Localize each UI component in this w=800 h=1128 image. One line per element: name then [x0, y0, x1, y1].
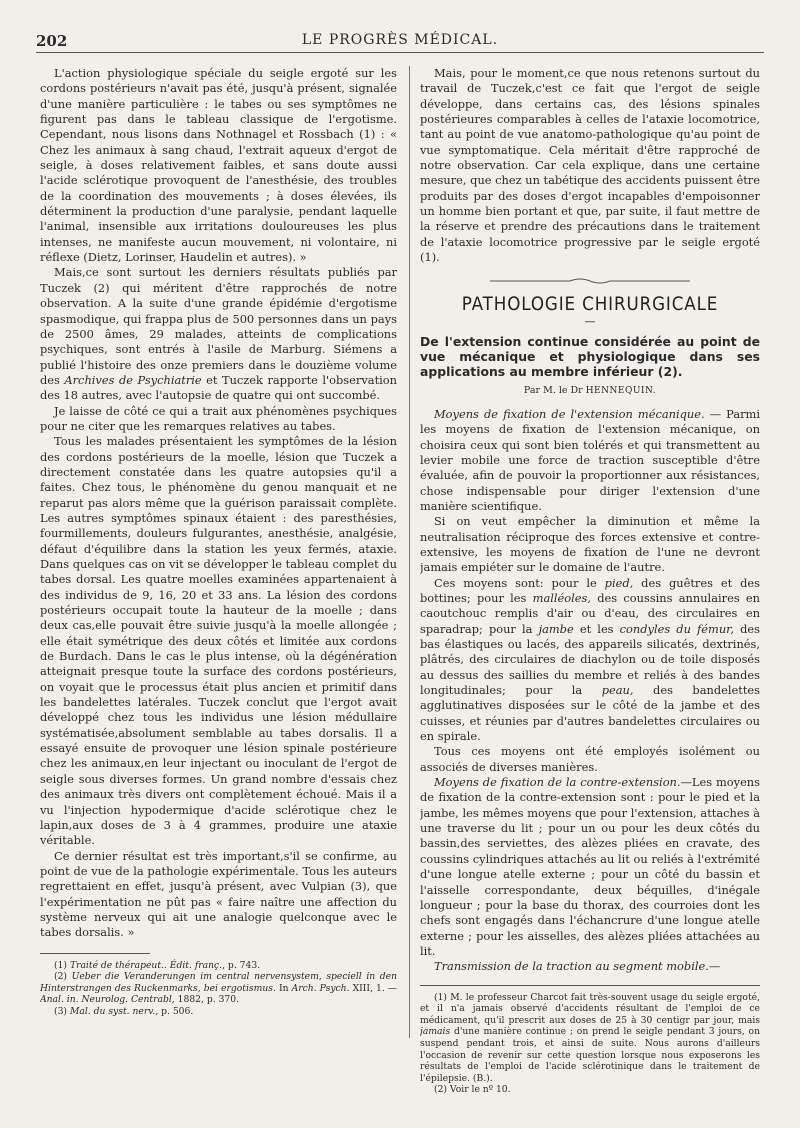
subheading-transmission: Transmission de la traction au segment mobile.	[434, 959, 709, 974]
paragraph-fixation-extension	[420, 407, 760, 514]
means-pied: pied,	[604, 575, 634, 590]
paragraph-tuczek-results	[40, 265, 397, 403]
fn-r1-b: d'une manière continue ; on prend le seigle pendant 3 jours, on suspend pendant trois, et ainsi de suite. Nous aurons d'ailleurs l'occasion de revenir sur cette question lorsque nous exposerons les résultats de l'emploi de l'acide sclérotinique dans le traitement de l'épilepsie. (B.).	[420, 1026, 760, 1084]
ornament-divider	[420, 275, 760, 290]
page-header	[36, 30, 764, 53]
contre-extension-text: —Les moyens de fixation de la contre-extension sont : pour le pied et la jambe, les mêmes moyens que pour l'extension, attaches à une traverse du lit ; pour un ou pour les deux côtés du bassin,des serviettes, des alèzes pliées en cravate, des coussins cylindriques attachés au lit ou reliés à l'extrémité d'une longue atelle externe ; pour un côté du bassin et l'aisselle correspondante, deux béquilles, d'inégale longueur ; pour la base du thorax, des courroies dont les chefs sont engagés dans l'échancrure d'une longue atelle externe ; pour les aisselles, des alèzes pliées attachées au lit.	[420, 775, 760, 958]
fn2-italic-c: Anal. in. Neurolog. Centrabl,	[40, 994, 175, 1006]
author-name: HENNEQUIN.	[585, 385, 657, 396]
means-malleoles: malléoles,	[532, 590, 591, 605]
means-t1: des guêtres et des bottines; pour les	[420, 575, 760, 605]
footnote-2	[40, 971, 397, 1006]
fn-r1-label: (1)	[434, 991, 448, 1003]
page-number: 202	[36, 32, 68, 50]
archives-title: Archives de Psychiatrie	[64, 372, 202, 387]
means-jambe: jambe	[538, 621, 574, 636]
section-dash: —	[584, 315, 596, 329]
left-column	[40, 66, 397, 1098]
footnote-1	[40, 960, 397, 972]
column-divider	[409, 66, 410, 1038]
means-t4: des bas élastiques ou lacés, des appareils silicatés, dextrinés, plâtrés, des circulaires de diachylon ou de toile disposés au dessus des saillies du membre et reliés à des bandes longitudinales; pour la	[420, 621, 760, 698]
fn2-rest: 1882, p. 370.	[174, 994, 240, 1006]
fn2-mid2: XIII, 1. —	[349, 982, 397, 994]
fn3-italic: Mal. du syst. nerv.,	[69, 1005, 159, 1017]
right-column	[420, 66, 760, 1098]
paragraph-psychic-note: Je laisse de côté ce qui a trait aux phénomènes psychiques pour ne citer que les remarques relatives au tabes.	[40, 403, 397, 433]
fn1-rest: , p. 743.	[222, 959, 261, 971]
means-t5: des bandelettes agglutinatives disposées sur le côté de la jambe et des cuisses, et réunies par d'autres bandelettes circulaires ou en spirale.	[420, 683, 760, 744]
subheading-fixation-extension: Moyens de fixation de l'extension mécanique.	[434, 406, 705, 421]
paragraph-neutralisation: Si on veut empêcher la diminution et même la neutralisation réciproque des forces extensive et contre-extensive, les moyens de fixation de l'une ne devront jamais empiéter sur le domaine de l'autre.	[420, 514, 760, 575]
section-heading: PATHOLOGIE CHIRURGICALE	[461, 292, 719, 315]
paragraph-means-list	[420, 576, 760, 745]
paragraph-tuczek-conclusion: Mais, pour le moment,ce que nous retenons surtout du travail de Tuczek,c'est ce fait que l'ergot de seigle développe, dans certains cas, des lésions spinales postérieures comparables à celles de l'ataxie locomotrice, tant au point de vue anatomo-pathologique qu'au point de vue symptomatique. Cela méritait d'être rapproché de notre observation. Car cela explique, dans une certaine mesure, que chez un tabétique des accidents puissent être produits par des doses d'ergot incapables d'empoisonner un homme bien portant et que, par suite, il faut mettre de la réserve et prendre des précautions dans le traitement de l'ataxie locomotrice progressive par le seigle ergoté (1).	[420, 66, 760, 265]
footnote-charcot	[420, 992, 760, 1085]
footnote-rule	[40, 953, 150, 954]
byline	[420, 383, 760, 399]
fn-r1-jamais: jamais	[420, 1026, 451, 1038]
transmission-dash: —	[708, 959, 721, 974]
subheading-contre-extension: Moyens de fixation de la contre-extension.	[434, 775, 681, 790]
running-title: LE PROGRÈS MÉDICAL.	[301, 32, 499, 48]
ornament-rule-icon	[490, 277, 690, 285]
footnote-3	[40, 1006, 397, 1018]
fixation-extension-text: — Parmi les moyens de fixation de l'extension mécanique, on choisira ceux qui sont bien tolérés et qui transmettent au levier mobile une force de traction susceptible d'être évaluée, afin de pouvoir la proportionner aux résistances, chose indispensable pour diriger l'extension d'une manière scientifique.	[420, 406, 760, 513]
means-lead: Ces moyens sont: pour le	[434, 575, 605, 590]
fn1-label: (1)	[54, 959, 68, 971]
paragraph-transmission	[420, 959, 760, 974]
fn2-italic-a: Ueber die Veranderungen im central nervensystem, speciell in den Hinterstrangen des Ruckenmarks, bei ergotismus.	[40, 971, 397, 994]
byline-prefix: Par M. le Dr	[523, 384, 583, 396]
means-peau: peau,	[601, 683, 634, 698]
means-t2: des coussins annulaires en caoutchouc remplis d'air ou d'eau, des circulaires en sparadrap; pour la	[420, 590, 760, 636]
tuczek-text: Mais,ce sont surtout les derniers résultats publiés par Tuczek (2) qui méritent d'être rapprochés de notre observation. A la suite d'une grande épidémie d'ergotisme spasmodique, qui frappa plus de 500 personnes dans un pays de 2500 âmes, 29 malades, atteints de complications psychiques, sont entrés à l'asile de Marburg. Siémens a publié l'histoire des onze premiers dans le douzième volume des	[40, 265, 397, 387]
paragraph-experimental-result: Ce dernier résultat est très important,s'il se confirme, au point de vue de la pathologie expérimentale. Tous les auteurs regrettaient en effet, jusqu'à présent, avec Vulpian (3), que l'expérimentation ne pût pas « faire naître une affection du système nerveux qui ait une analogie quelconque avec le tabes dorsalis. »	[40, 848, 397, 940]
paragraph-contre-extension	[420, 775, 760, 959]
fn2-italic-b: Arch. Psych.	[291, 982, 350, 994]
paragraph-means-combined: Tous ces moyens ont été employés isolément ou associés de diverses manières.	[420, 744, 760, 774]
tuczek-text-end: et Tuczek rapporte l'observation des 18 autres, avec l'autopsie de quatre qui ont succombé.	[40, 372, 397, 403]
footnote-voir: (2) Voir le nº 10.	[434, 1084, 511, 1096]
fn2-label: (2)	[54, 971, 68, 983]
footnote-rule-right	[420, 985, 760, 986]
article-title: De l'extension continue considérée au point de vue mécanique et physiologique dans ses applications au membre inférieur (2).	[420, 333, 760, 379]
fn1-italic: Traité de thérapeut.. Édit. franç.	[69, 959, 223, 971]
paragraph-patients-symptoms: Tous les malades présentaient les symptômes de la lésion des cordons postérieurs de la moelle, lésion que Tuczek a directement constatée dans les quatre autopsies qu'il a faites. Chez tous, le phénomène du genou manquait et ne reparut pas alors même que la guérison paraissait complète. Les autres symptômes spinaux étaient : des paresthésies, fourmillements, douleurs fulgurantes, anesthésie, analgésie, défaut d'équilibre dans la station les yeux fermés, ataxie. Dans quelques cas on vit se développer le tableau complet du tabes dorsal. Les quatre moelles examinées appartenaient à des individus de 9, 16, 20 et 33 ans. La lésion des cordons postérieurs occupait toute la hauteur de la moelle ; dans deux cas,elle pouvait être suivie jusqu'à la moelle allongée ; elle était symétrique des deux côtés et limitée aux cordons de Burdach. Dans le cas le plus intense, où la dégénération atteignait presque toute la surface des cordons postérieurs, on voyait que le processus était plus ancien et primitif dans les bandelettes latérales. Tuczek conclut que l'ergot avait développé chez tous les individus une lésion médullaire systématisée,absolument semblable au tabes dorsalis. Il a essayé ensuite de provoquer une lésion spinale postérieure chez les animaux,en leur injectant ou inoculant de l'ergot de seigle sous diverses formes. Un grand nombre d'essais chez des animaux très divers ont complètement échoué. Mais il a vu l'injection hypodermique d'acide sclérotique chez le lapin,aux doses de 3 à 4 grammes, produire une ataxie véritable.	[40, 434, 397, 848]
fn3-label: (3)	[54, 1005, 68, 1017]
means-t3: et les	[573, 621, 620, 636]
fn2-mid: In	[275, 982, 292, 994]
paragraph-ergot-action: L'action physiologique spéciale du seigle ergoté sur les cordons postérieurs n'avait pas été, jusqu'à présent, signalée d'une manière particulière : le tabes ou ses symptômes ne figurent pas dans le tableau classique de l'ergotisme. Cependant, nous lisons dans Nothnagel et Rossbach (1) : « Chez les animaux à sang chaud, l'extrait aqueux d'ergot de seigle, à doses relativement faibles, et sans doute aussi l'acide sclérotique provoquent de l'anesthésie, des troubles de la coordination des mouvements ; à doses élevées, ils déterminent la production d'une paralysie, pendant laquelle l'animal, insensible aux irritations douloureuses les plus intenses, ne manifeste aucun mouvement, ni volontaire, ni réflexe (Dietz, Lorinser, Haudelin et autres). »	[40, 66, 397, 265]
means-condyles: condyles du fémur,	[619, 621, 734, 636]
fn3-rest: p. 506.	[158, 1005, 194, 1017]
fn-r1-a: M. le professeur Charcot fait très-souvent usage du seigle ergoté, et il n'a jamais observé d'accidents résultant de l'emploi de ce médicament, qu'il prescrit aux doses de 25 à 30 centigr par jour, mais	[420, 991, 760, 1026]
